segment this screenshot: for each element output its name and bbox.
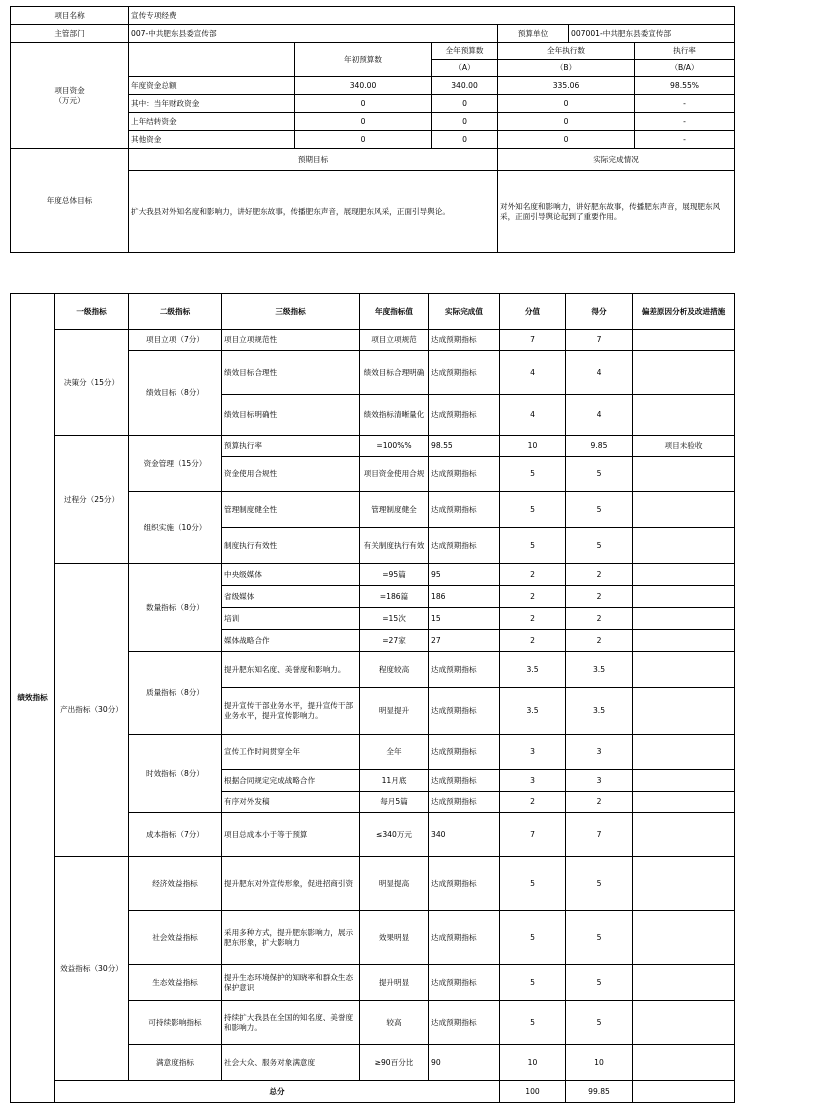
score-cell: 7 — [500, 813, 566, 857]
got-cell: 5 — [566, 492, 633, 528]
l3-cell: 绩效目标明确性 — [222, 395, 360, 436]
got-cell: 2 — [566, 586, 633, 608]
total-score: 100 — [500, 1081, 566, 1103]
reason-cell — [633, 770, 735, 792]
target-cell: 管理制度健全 — [360, 492, 429, 528]
got-cell: 2 — [566, 792, 633, 813]
score-cell: 10 — [500, 1045, 566, 1081]
got-cell: 3 — [566, 735, 633, 770]
reason-cell: 项目未验收 — [633, 436, 735, 457]
l3-cell: 资金使用合规性 — [222, 457, 360, 492]
total-label: 总分 — [55, 1081, 500, 1103]
target-cell: 11月底 — [360, 770, 429, 792]
l2-cell: 数量指标（8分） — [129, 564, 222, 652]
target-cell: 全年 — [360, 735, 429, 770]
target-cell: 项目立项规范 — [360, 330, 429, 351]
funds-row-budget: 0 — [432, 131, 498, 149]
actual-cell: 达成预期指标 — [429, 792, 500, 813]
header-l1: 一级指标 — [55, 294, 129, 330]
score-cell: 5 — [500, 857, 566, 911]
col-full-exec: 全年执行数 — [498, 43, 635, 60]
l2-cell: 质量指标（8分） — [129, 652, 222, 735]
l3-cell: 绩效目标合理性 — [222, 351, 360, 395]
actual-cell: 达成预期指标 — [429, 1001, 500, 1045]
target-cell: 效果明显 — [360, 911, 429, 965]
reason-cell — [633, 586, 735, 608]
actual-cell: 达成预期指标 — [429, 735, 500, 770]
header-l2: 二级指标 — [129, 294, 222, 330]
l2-cell: 绩效目标（8分） — [129, 351, 222, 436]
l3-cell: 有序对外发稿 — [222, 792, 360, 813]
funds-row-name: 其他资金 — [129, 131, 295, 149]
target-cell: 绩效目标合理明确 — [360, 351, 429, 395]
target-cell: ≥90百分比 — [360, 1045, 429, 1081]
header-actual: 实际完成值 — [429, 294, 500, 330]
l3-cell: 提升肥东知名度、美誉度和影响力。 — [222, 652, 360, 688]
unit-label: 预算单位 — [498, 25, 569, 43]
col-full-exec-sub: （B） — [498, 60, 635, 77]
got-cell: 7 — [566, 813, 633, 857]
indicators-table — [10, 293, 735, 1103]
score-cell: 5 — [500, 911, 566, 965]
total-blank — [633, 1081, 735, 1103]
col-initial: 年初预算数 — [295, 43, 432, 77]
l3-cell: 省级媒体 — [222, 586, 360, 608]
l1-cell: 过程分（25分） — [55, 436, 129, 564]
project-name: 宣传专项经费 — [129, 7, 735, 25]
reason-cell — [633, 630, 735, 652]
target-cell: =15次 — [360, 608, 429, 630]
actual-cell: 90 — [429, 1045, 500, 1081]
l3-cell: 培训 — [222, 608, 360, 630]
score-cell: 4 — [500, 351, 566, 395]
score-cell: 7 — [500, 330, 566, 351]
actual-cell: 达成预期指标 — [429, 652, 500, 688]
total-got: 99.85 — [566, 1081, 633, 1103]
reason-cell — [633, 813, 735, 857]
l3-cell: 提升肥东对外宣传形象，促进招商引资 — [222, 857, 360, 911]
funds-row-exec: 0 — [498, 131, 635, 149]
got-cell: 5 — [566, 965, 633, 1001]
reason-cell — [633, 652, 735, 688]
reason-cell — [633, 857, 735, 911]
target-cell: =186篇 — [360, 586, 429, 608]
project-name-label: 项目名称 — [11, 7, 129, 25]
target-cell: 每月5篇 — [360, 792, 429, 813]
l3-cell: 宣传工作时间贯穿全年 — [222, 735, 360, 770]
l1-cell: 效益指标（30分） — [55, 857, 129, 1081]
score-cell: 2 — [500, 792, 566, 813]
col-rate: 执行率 — [635, 43, 735, 60]
score-cell: 3.5 — [500, 652, 566, 688]
actual-cell: 186 — [429, 586, 500, 608]
l2-cell: 时效指标（8分） — [129, 735, 222, 813]
l3-cell: 持续扩大我县在全国的知名度、美誉度和影响力。 — [222, 1001, 360, 1045]
l3-cell: 采用多种方式，提升肥东影响力，展示肥东形象，扩大影响力 — [222, 911, 360, 965]
score-cell: 2 — [500, 608, 566, 630]
l3-cell: 项目总成本小于等于预算 — [222, 813, 360, 857]
actual-cell: 340 — [429, 813, 500, 857]
actual-cell: 98.55 — [429, 436, 500, 457]
indicators-side-label: 绩效指标 — [11, 294, 55, 1103]
got-cell: 9.85 — [566, 436, 633, 457]
got-cell: 4 — [566, 395, 633, 436]
score-cell: 3.5 — [500, 688, 566, 735]
funds-row-budget: 0 — [432, 113, 498, 131]
reason-cell — [633, 564, 735, 586]
actual-cell: 达成预期指标 — [429, 395, 500, 436]
got-cell: 3.5 — [566, 688, 633, 735]
funds-row-rate: - — [635, 113, 735, 131]
header-l3: 三级指标 — [222, 294, 360, 330]
l2-cell: 资金管理（15分） — [129, 436, 222, 492]
score-cell: 2 — [500, 630, 566, 652]
reason-cell — [633, 688, 735, 735]
funds-row-budget: 340.00 — [432, 77, 498, 95]
target-cell: 提升明显 — [360, 965, 429, 1001]
actual-cell: 达成预期指标 — [429, 492, 500, 528]
reason-cell — [633, 395, 735, 436]
target-cell: 程度较高 — [360, 652, 429, 688]
actual-cell: 达成预期指标 — [429, 965, 500, 1001]
l3-cell: 项目立项规范性 — [222, 330, 360, 351]
score-cell: 4 — [500, 395, 566, 436]
target-cell: 有关制度执行有效 — [360, 528, 429, 564]
l3-cell: 中央级媒体 — [222, 564, 360, 586]
score-cell: 10 — [500, 436, 566, 457]
reason-cell — [633, 457, 735, 492]
dept-value: 007-中共肥东县委宣传部 — [129, 25, 498, 43]
actual-cell: 达成预期指标 — [429, 351, 500, 395]
funds-row-rate: - — [635, 95, 735, 113]
score-cell: 2 — [500, 564, 566, 586]
got-cell: 2 — [566, 564, 633, 586]
reason-cell — [633, 911, 735, 965]
score-cell: 5 — [500, 492, 566, 528]
reason-cell — [633, 608, 735, 630]
got-cell: 3 — [566, 770, 633, 792]
dept-label: 主管部门 — [11, 25, 129, 43]
score-cell: 2 — [500, 586, 566, 608]
actual-cell: 达成预期指标 — [429, 857, 500, 911]
got-cell: 5 — [566, 457, 633, 492]
got-cell: 2 — [566, 608, 633, 630]
target-cell: =27家 — [360, 630, 429, 652]
goals-expected: 扩大我县对外知名度和影响力，讲好肥东故事，传播肥东声音，展现肥东风采，正面引导舆论。 — [129, 171, 498, 253]
score-cell: 5 — [500, 528, 566, 564]
l2-cell: 满意度指标 — [129, 1045, 222, 1081]
actual-cell: 达成预期指标 — [429, 330, 500, 351]
project-info-table — [10, 6, 735, 253]
reason-cell — [633, 735, 735, 770]
actual-cell: 27 — [429, 630, 500, 652]
score-cell: 5 — [500, 1001, 566, 1045]
reason-cell — [633, 1045, 735, 1081]
reason-cell — [633, 351, 735, 395]
funds-row-initial: 0 — [295, 131, 432, 149]
l3-cell: 社会大众、服务对象满意度 — [222, 1045, 360, 1081]
goals-actual-label: 实际完成情况 — [498, 149, 735, 171]
got-cell: 5 — [566, 911, 633, 965]
goals-label: 年度总体目标 — [11, 149, 129, 253]
got-cell: 7 — [566, 330, 633, 351]
funds-row-name: 其中：当年财政资金 — [129, 95, 295, 113]
got-cell: 5 — [566, 528, 633, 564]
funds-row-name: 年度资金总额 — [129, 77, 295, 95]
funds-row-rate: - — [635, 131, 735, 149]
actual-cell: 达成预期指标 — [429, 528, 500, 564]
reason-cell — [633, 1001, 735, 1045]
reason-cell — [633, 965, 735, 1001]
got-cell: 4 — [566, 351, 633, 395]
target-cell: 明显提高 — [360, 857, 429, 911]
funds-row-exec: 0 — [498, 95, 635, 113]
actual-cell: 达成预期指标 — [429, 688, 500, 735]
col-rate-sub: （B/A） — [635, 60, 735, 77]
l1-cell: 产出指标（30分） — [55, 564, 129, 857]
got-cell: 3.5 — [566, 652, 633, 688]
goals-actual: 对外知名度和影响力，讲好肥东故事，传播肥东声音，展现肥东风采，正面引导舆论起到了重要作用。 — [498, 171, 735, 253]
header-target: 年度指标值 — [360, 294, 429, 330]
target-cell: =100%% — [360, 436, 429, 457]
l3-cell: 媒体战略合作 — [222, 630, 360, 652]
got-cell: 5 — [566, 857, 633, 911]
target-cell: ≤340万元 — [360, 813, 429, 857]
reason-cell — [633, 330, 735, 351]
funds-row-initial: 340.00 — [295, 77, 432, 95]
funds-row-initial: 0 — [295, 113, 432, 131]
header-score: 分值 — [500, 294, 566, 330]
l3-cell: 提升宣传干部业务水平，提升宣传干部业务水平，提升宣传影响力。 — [222, 688, 360, 735]
l3-cell: 管理制度健全性 — [222, 492, 360, 528]
funds-label: 项目资金 （万元） — [11, 43, 129, 149]
got-cell: 2 — [566, 630, 633, 652]
col-full-budget-sub: （A） — [432, 60, 498, 77]
l3-cell: 制度执行有效性 — [222, 528, 360, 564]
target-cell: 项目资金使用合规 — [360, 457, 429, 492]
l3-cell: 提升生态环境保护的知晓率和群众生态保护意识 — [222, 965, 360, 1001]
got-cell: 10 — [566, 1045, 633, 1081]
funds-row-initial: 0 — [295, 95, 432, 113]
actual-cell: 95 — [429, 564, 500, 586]
funds-row-name: 上年结转资金 — [129, 113, 295, 131]
target-cell: 绩效指标清晰量化 — [360, 395, 429, 436]
funds-row-budget: 0 — [432, 95, 498, 113]
l2-cell: 经济效益指标 — [129, 857, 222, 911]
reason-cell — [633, 792, 735, 813]
l1-cell: 决策分（15分） — [55, 330, 129, 436]
l3-cell: 根据合同规定完成战略合作 — [222, 770, 360, 792]
funds-row-rate: 98.55% — [635, 77, 735, 95]
reason-cell — [633, 528, 735, 564]
header-reason: 偏差原因分析及改进措施 — [633, 294, 735, 330]
actual-cell: 达成预期指标 — [429, 911, 500, 965]
actual-cell: 达成预期指标 — [429, 770, 500, 792]
target-cell: =95篇 — [360, 564, 429, 586]
l2-cell: 可持续影响指标 — [129, 1001, 222, 1045]
got-cell: 5 — [566, 1001, 633, 1045]
l2-cell: 项目立项（7分） — [129, 330, 222, 351]
score-cell: 3 — [500, 735, 566, 770]
l2-cell: 社会效益指标 — [129, 911, 222, 965]
funds-header-blank — [129, 43, 295, 77]
header-got: 得分 — [566, 294, 633, 330]
l2-cell: 组织实施（10分） — [129, 492, 222, 564]
reason-cell — [633, 492, 735, 528]
l3-cell: 预算执行率 — [222, 436, 360, 457]
target-cell: 较高 — [360, 1001, 429, 1045]
goals-expected-label: 预期目标 — [129, 149, 498, 171]
funds-row-exec: 335.06 — [498, 77, 635, 95]
col-full-budget: 全年预算数 — [432, 43, 498, 60]
funds-row-exec: 0 — [498, 113, 635, 131]
score-cell: 5 — [500, 965, 566, 1001]
l2-cell: 成本指标（7分） — [129, 813, 222, 857]
score-cell: 5 — [500, 457, 566, 492]
unit-value: 007001-中共肥东县委宣传部 — [569, 25, 735, 43]
l2-cell: 生态效益指标 — [129, 965, 222, 1001]
actual-cell: 15 — [429, 608, 500, 630]
target-cell: 明显提升 — [360, 688, 429, 735]
score-cell: 3 — [500, 770, 566, 792]
actual-cell: 达成预期指标 — [429, 457, 500, 492]
